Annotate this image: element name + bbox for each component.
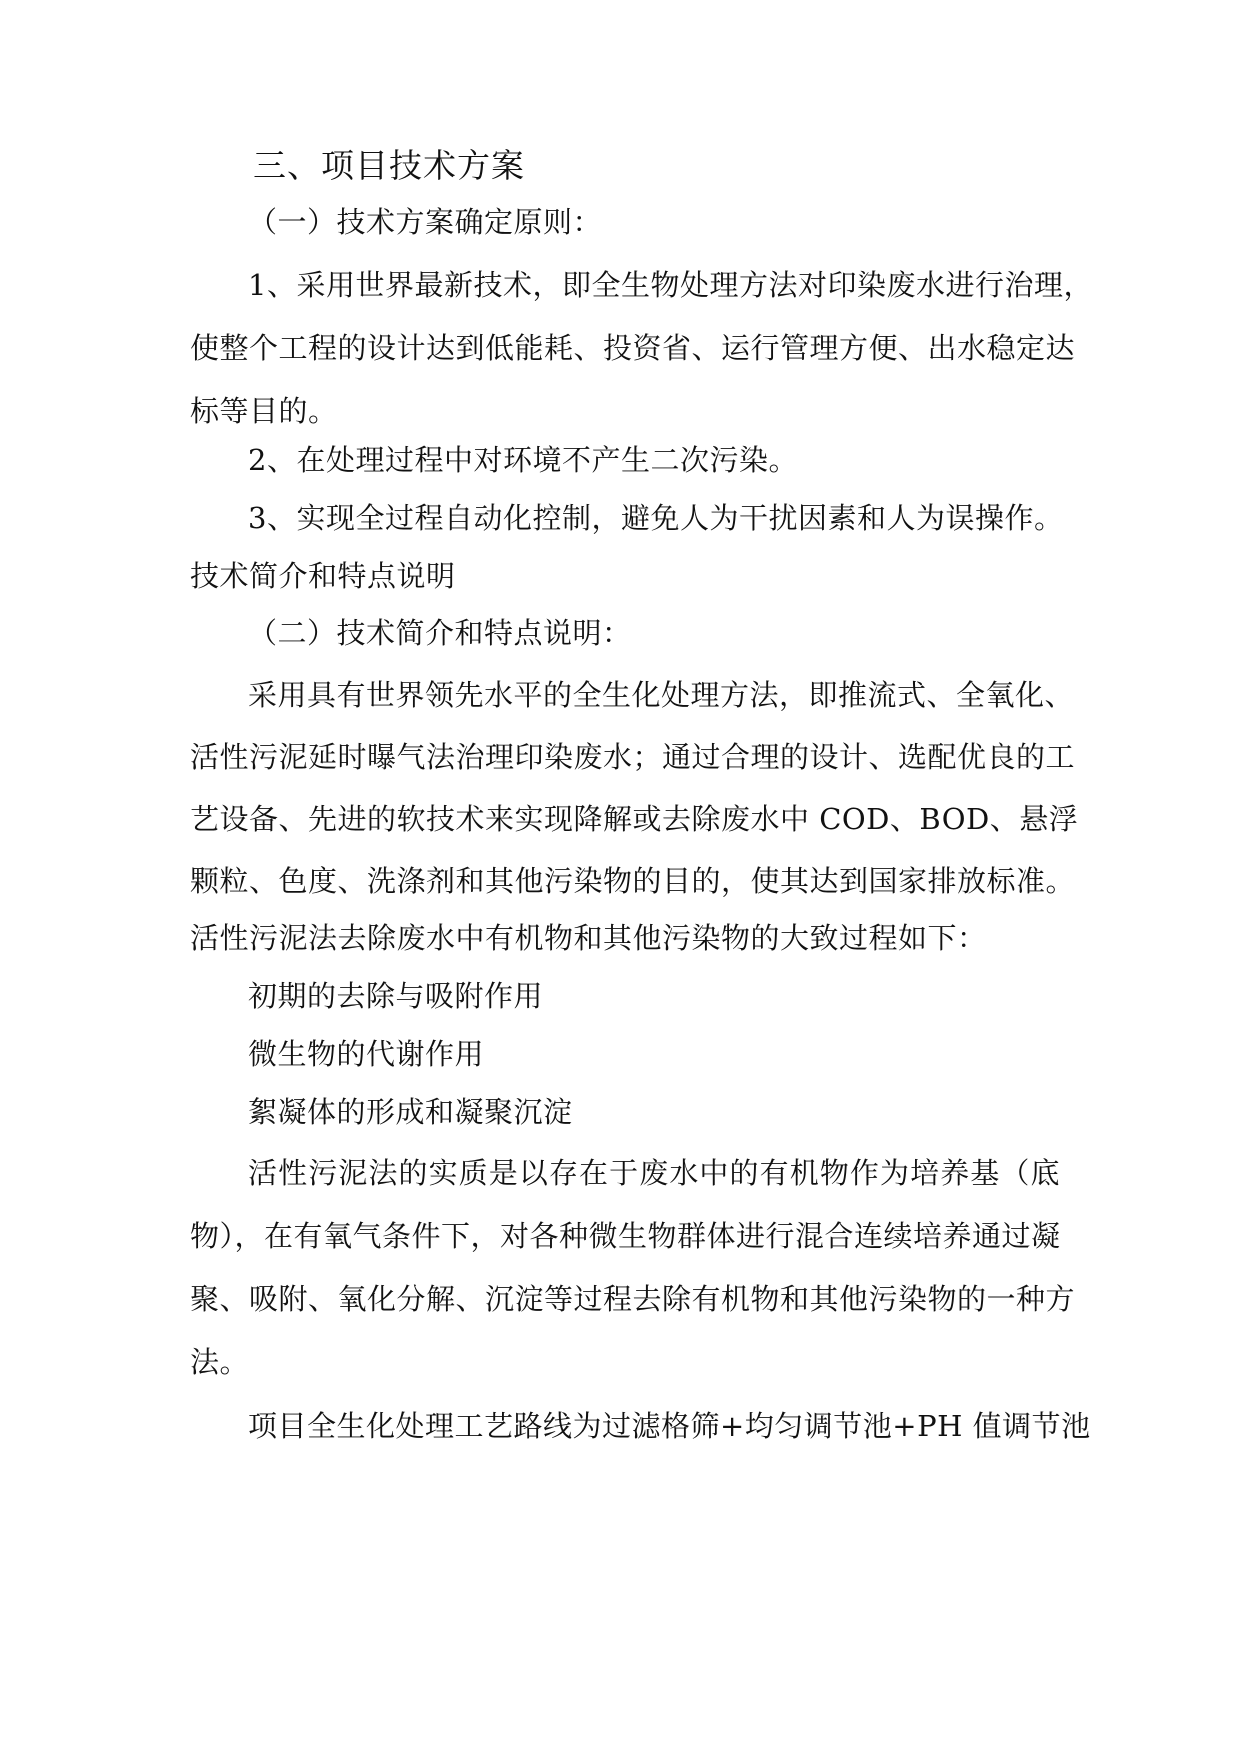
paragraph-line: 采用具有世界领先水平的全生化处理方法，即推流式、全氧化、 [248,678,1075,712]
process-step: 微生物的代谢作用 [248,1037,485,1071]
paragraph-line: 2、在处理过程中对环境不产生二次污染。 [248,443,798,477]
paragraph-line: 颗粒、色度、洗涤剂和其他污染物的目的，使其达到国家排放标准。 [190,864,1076,898]
paragraph-line: 技术简介和特点说明 [190,559,456,593]
paragraph-line: 物），在有氧气条件下，对各种微生物群体进行混合连续培养通过凝 [190,1219,1061,1253]
paragraph-line: 1、采用世界最新技术，即全生物处理方法对印染废水进行治理， [248,268,1093,302]
paragraph-line: 3、实现全过程自动化控制，避免人为干扰因素和人为误操作。 [248,501,1064,535]
paragraph-line: 使整个工程的设计达到低能耗、投资省、运行管理方便、出水稳定达 [190,331,1076,365]
subsection-title-2: （二）技术简介和特点说明： [248,616,632,650]
paragraph-line: 聚、吸附、氧化分解、沉淀等过程去除有机物和其他污染物的一种方 [190,1282,1076,1316]
process-step: 初期的去除与吸附作用 [248,979,544,1013]
section-heading: 三、项目技术方案 [253,146,525,185]
paragraph-line: 活性污泥延时曝气法治理印染废水；通过合理的设计、选配优良的工 [190,740,1076,774]
paragraph-line: 活性污泥法的实质是以存在于废水中的有机物作为培养基（底 [248,1156,1060,1190]
paragraph-line: 标等目的。 [190,394,338,428]
paragraph-line: 项目全生化处理工艺路线为过滤格筛+均匀调节池+PH 值调节池 [248,1409,1091,1443]
subsection-title-1: （一）技术方案确定原则： [248,205,603,239]
process-step: 絮凝体的形成和凝聚沉淀 [248,1095,573,1129]
paragraph-line: 法。 [190,1345,250,1379]
paragraph-line: 艺设备、先进的软技术来实现降解或去除废水中 COD、BOD、悬浮 [190,802,1079,836]
paragraph-line: 活性污泥法去除废水中有机物和其他污染物的大致过程如下： [190,921,987,955]
